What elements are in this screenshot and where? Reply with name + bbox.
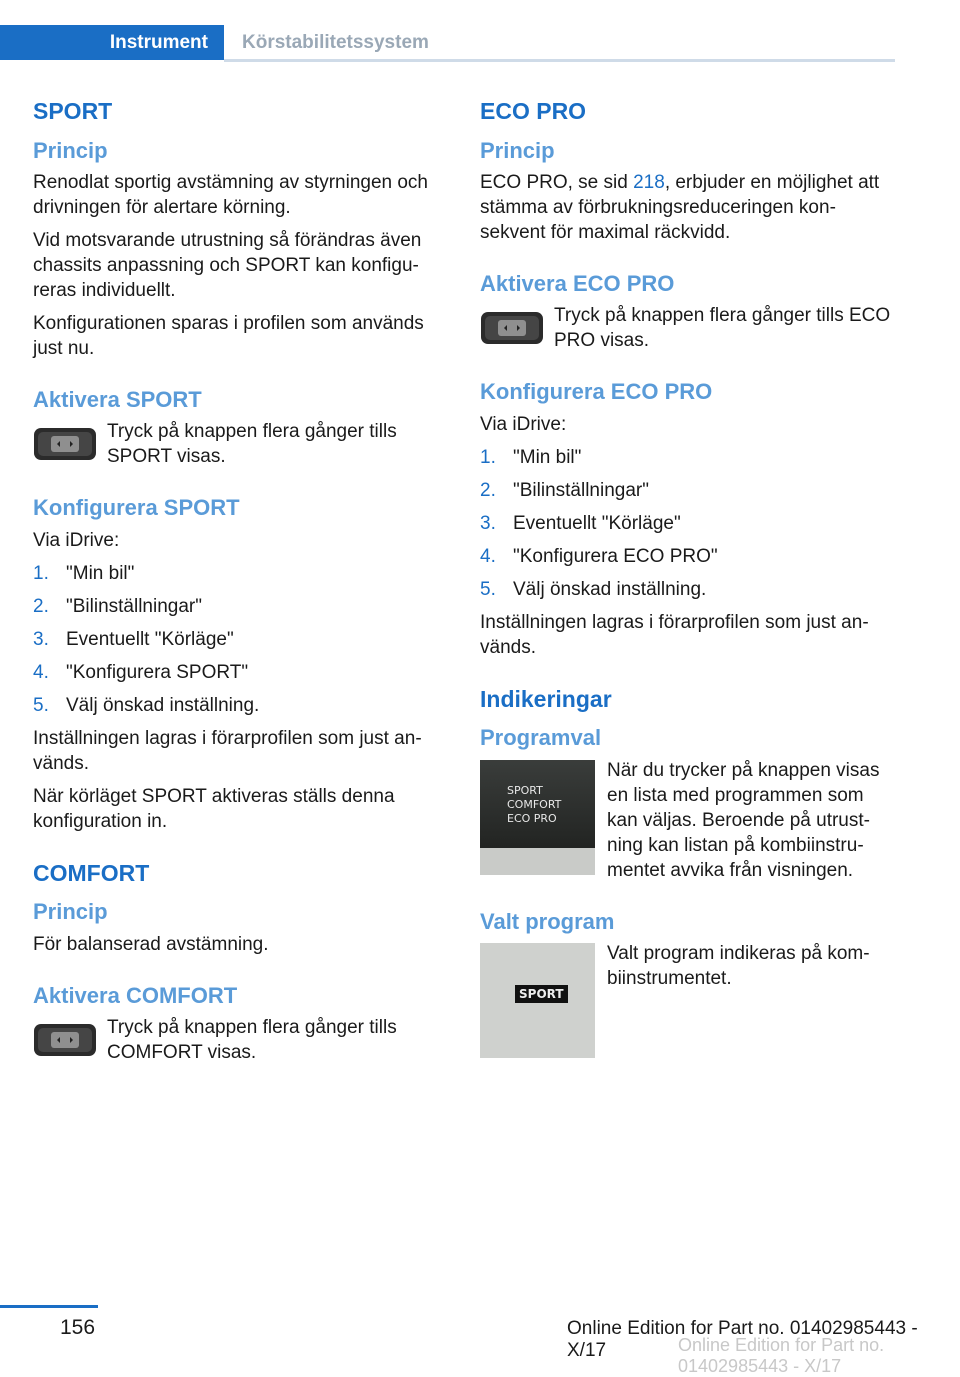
activate-sport-text: Tryck på knappen flera gånger tills SPORT visas. <box>107 421 397 468</box>
activate-comfort-heading: Aktivera COMFORT <box>33 982 238 1008</box>
sport-title: SPORT <box>33 98 113 124</box>
activate-sport-row <box>33 419 453 469</box>
eco-paragraph-1: ECO PRO, se sid 218, erbjuder en möjlighet att stämma av förbrukningsreduceringen konsekvent för maximal räckvidd. <box>480 171 880 243</box>
header-divider <box>224 59 895 62</box>
program-row <box>480 758 895 883</box>
list-item: 3. Eventuellt "Körläge" <box>480 512 681 534</box>
config-sport-via: Via iDrive: <box>33 529 120 551</box>
selected-program-badge: SPORT <box>515 985 568 1003</box>
list-item: 1. "Min bil" <box>33 562 135 584</box>
tab-korstabilitetssystem[interactable]: Körstabilitetssystem <box>242 31 429 53</box>
sport-paragraph-1: Renodlat sportig avstämning av styrningen och drivningen för alertare körning. <box>33 171 429 218</box>
comfort-title: COMFORT <box>33 859 150 886</box>
driving-mode-button-icon <box>33 427 97 461</box>
selected-heading: Valt program <box>480 908 615 934</box>
config-eco-via: Via iDrive: <box>480 413 567 435</box>
sport-paragraph-2: Vid motsvarande utrustning så förändras även chassits anpassning och SPORT kan konfigureras individuellt. <box>33 229 422 301</box>
list-item: 3. Eventuellt "Körläge" <box>33 628 234 650</box>
program-list-item-comfort: COMFORT <box>507 797 562 811</box>
activate-eco-heading: Aktivera ECO PRO <box>480 270 675 296</box>
program-list-display <box>480 760 595 875</box>
program-list-item-eco: ECO PRO <box>507 811 557 825</box>
program-heading: Programval <box>480 725 602 751</box>
left-column <box>33 98 453 1075</box>
config-sport-after-1: Inställningen lagras i förarprofilen som just används. <box>33 727 422 774</box>
tab-instrument[interactable]: Instrument <box>0 25 224 60</box>
list-item: 1. "Min bil" <box>480 446 582 468</box>
driving-mode-button-icon <box>480 311 544 345</box>
page-header <box>0 25 895 62</box>
list-item: 4. "Konfigurera ECO PRO" <box>480 545 718 567</box>
page-number: 156 <box>60 1316 96 1339</box>
program-list-item-sport: SPORT <box>507 783 543 797</box>
page-link-218[interactable]: 218 <box>633 171 665 193</box>
sport-paragraph-3: Konfigurationen sparas i profilen som används just nu. <box>33 312 424 359</box>
footer-divider <box>0 1305 98 1308</box>
indicator-title: Indikeringar <box>480 685 612 712</box>
config-eco-steps <box>480 445 895 602</box>
comfort-paragraph-1: För balanserad avstämning. <box>33 933 269 955</box>
activate-comfort-text: Tryck på knappen flera gånger tills COMFORT visas. <box>107 1017 397 1064</box>
list-item: 4. "Konfigurera SPORT" <box>33 661 249 683</box>
edition-text: Online Edition for Part no. 01402985443 - X/17 <box>567 1318 918 1361</box>
right-column <box>480 98 895 1058</box>
list-item: 5. Välj önskad inställning. <box>33 694 260 716</box>
list-item: 5. Välj önskad inställning. <box>480 578 707 600</box>
selected-row <box>480 941 895 1058</box>
program-text: När du trycker på knappen visas en lista med programmen som kan väljas. Beroende på utrustning kan listan på kombiinstrumentet avvika från visningen. <box>607 759 880 881</box>
comfort-princip-heading: Princip <box>33 899 108 925</box>
driving-mode-button-icon <box>33 1023 97 1057</box>
activate-sport-heading: Aktivera SPORT <box>33 386 202 412</box>
selected-program-display <box>480 943 595 1058</box>
config-eco-heading: Konfigurera ECO PRO <box>480 379 713 405</box>
eco-princip-heading: Princip <box>480 137 555 163</box>
list-item: 2. "Bilinställningar" <box>480 479 649 501</box>
eco-title: ECO PRO <box>480 98 587 124</box>
config-sport-after-2: När körläget SPORT aktiveras ställs denna konfiguration in. <box>33 785 395 832</box>
list-item: 2. "Bilinställningar" <box>33 595 202 617</box>
activate-comfort-row <box>33 1015 453 1065</box>
config-eco-after: Inställningen lagras i förarprofilen som just används. <box>480 611 869 658</box>
sport-princip-heading: Princip <box>33 137 108 163</box>
activate-eco-row <box>480 303 895 353</box>
watermark: Online Edition for Part no. 01402985443 - X/17 <box>678 1335 885 1376</box>
activate-eco-text: Tryck på knappen flera gånger tills ECO PRO visas. <box>554 305 891 352</box>
config-sport-steps <box>33 561 453 718</box>
config-sport-heading: Konfigurera SPORT <box>33 495 240 521</box>
selected-text: Valt program indikeras på kombiinstrumentet. <box>607 943 870 990</box>
